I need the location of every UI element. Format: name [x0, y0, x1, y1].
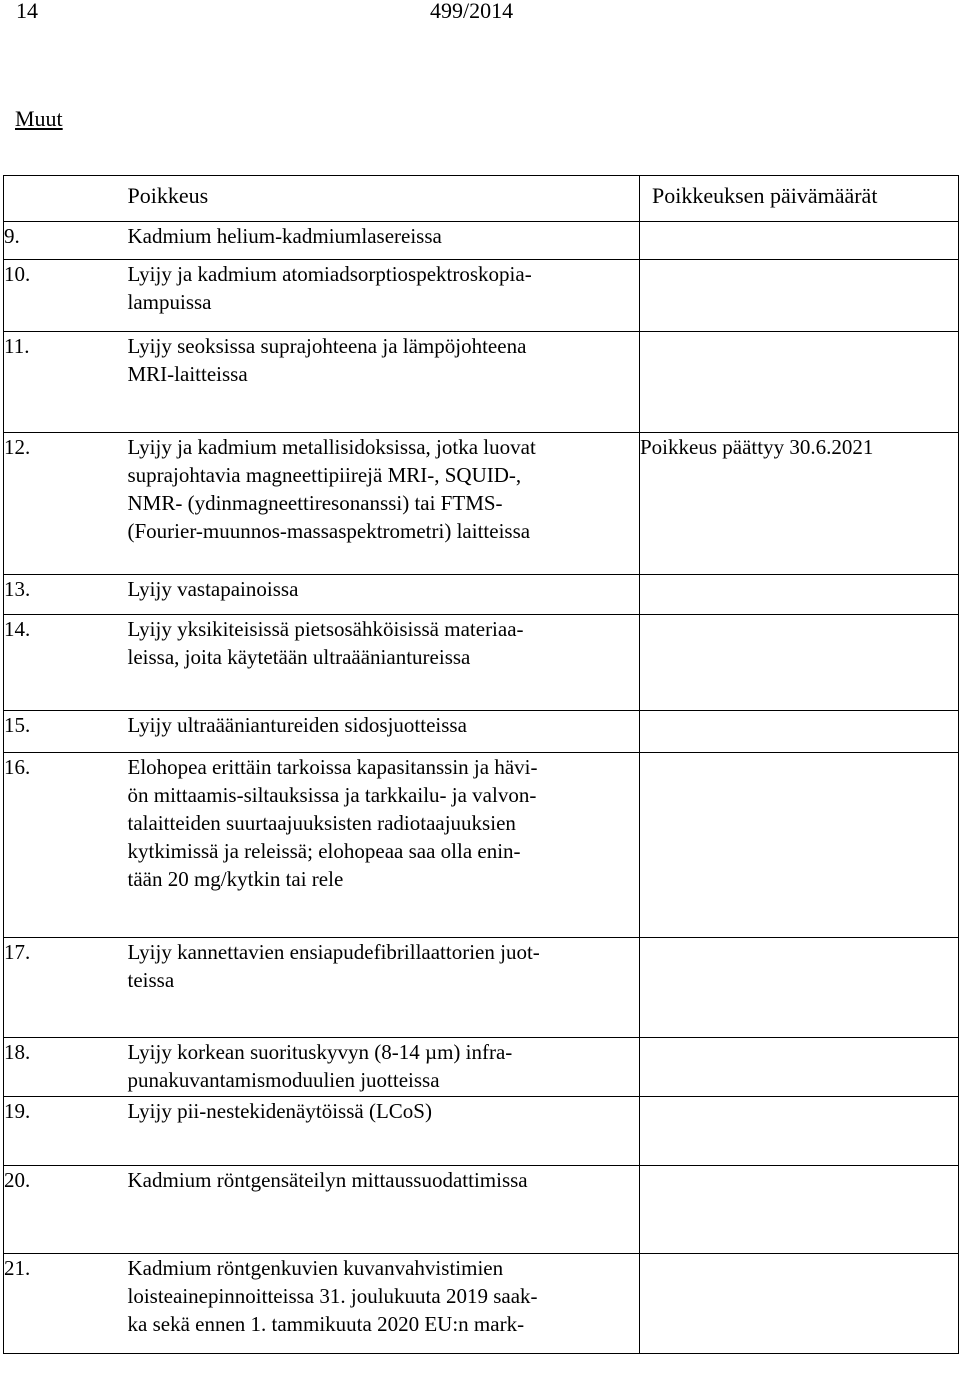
row-line: ka sekä ennen 1. tammikuuta 2020 EU:n mark-: [127, 1312, 525, 1336]
table-row: [4, 222, 959, 260]
row-date: [640, 332, 959, 433]
row-line: Lyijy kannettavien ensiapudefibrillaattorien juot-: [127, 940, 540, 964]
table-row: [4, 332, 959, 433]
row-description: [128, 222, 640, 260]
row-line: Elohopea erittäin tarkoissa kapasitanssin ja hävi-: [127, 755, 538, 779]
header-number-cell: [4, 176, 128, 222]
row-date: [640, 615, 959, 711]
row-description: [128, 332, 640, 433]
table-row: [4, 1254, 959, 1354]
row-number: 17.: [4, 938, 128, 1038]
table-row: [4, 1166, 959, 1254]
row-number: 15.: [4, 711, 128, 753]
row-date: [640, 1166, 959, 1254]
row-date: [640, 575, 959, 615]
row-line: Lyijy vastapainoissa: [127, 577, 299, 601]
row-description: [128, 1097, 640, 1166]
row-description: [128, 938, 640, 1038]
row-date: [640, 711, 959, 753]
row-line: ön mittaamis-siltauksissa ja tarkkailu- ja valvon-: [127, 783, 537, 807]
row-line: punakuvantamismoduulien juotteissa: [127, 1068, 440, 1092]
row-number: 21.: [4, 1254, 128, 1354]
row-line: teissa: [127, 968, 175, 992]
row-description: [128, 260, 640, 332]
row-date: [640, 1254, 959, 1354]
row-description: [128, 1254, 640, 1354]
table-row: [4, 260, 959, 332]
row-line: (Fourier-muunnos-massaspektrometri) laitteissa: [127, 519, 531, 543]
row-line: Kadmium röntgenkuvien kuvanvahvistimien: [127, 1256, 504, 1280]
section-title: Muut: [15, 106, 63, 131]
row-number: 19.: [4, 1097, 128, 1166]
row-number: 18.: [4, 1038, 128, 1097]
row-line: Kadmium röntgensäteilyn mittaussuodattimissa: [127, 1168, 528, 1192]
header-exemption: Poikkeus: [128, 176, 640, 222]
row-date: [640, 260, 959, 332]
row-description: [128, 711, 640, 753]
row-line: lampuissa: [127, 290, 212, 314]
table-row: [4, 1097, 959, 1166]
row-date: [640, 222, 959, 260]
row-number: 10.: [4, 260, 128, 332]
row-line: Lyijy yksikiteisissä pietsosähköisissä materiaa-: [127, 617, 524, 641]
table-row: [4, 433, 959, 575]
row-number: 14.: [4, 615, 128, 711]
row-date: [640, 1038, 959, 1097]
row-line: Lyijy korkean suorituskyvyn (8-14 µm) infra-: [127, 1040, 513, 1064]
header-dates: Poikkeuksen päivämäärät: [640, 176, 959, 222]
row-number: 20.: [4, 1166, 128, 1254]
row-number: 12.: [4, 433, 128, 575]
row-date: [640, 753, 959, 938]
row-description: [128, 433, 640, 575]
row-description: [128, 1038, 640, 1097]
table-row: [4, 753, 959, 938]
row-description: [128, 575, 640, 615]
table-row: [4, 575, 959, 615]
row-line: talaitteiden suurtaajuuksisten radiotaajuuksien: [127, 811, 516, 835]
table-row: [4, 938, 959, 1038]
table-row: [4, 615, 959, 711]
row-number: 16.: [4, 753, 128, 938]
document-number: 499/2014: [430, 0, 514, 23]
row-line: kytkimissä ja releissä; elohopeaa saa olla enin-: [127, 839, 521, 863]
row-line: Lyijy ultraääniantureiden sidosjuotteissa: [127, 713, 467, 737]
row-line: Lyijy ja kadmium atomiadsorptiospektroskopia-: [127, 262, 532, 286]
row-date: [640, 1097, 959, 1166]
row-description: [128, 1166, 640, 1254]
table-row: [4, 1038, 959, 1097]
row-number: 13.: [4, 575, 128, 615]
row-description: [128, 615, 640, 711]
row-line: Lyijy ja kadmium metallisidoksissa, jotka luovat: [127, 435, 536, 459]
table-header-row: [4, 176, 959, 222]
row-number: 9.: [4, 222, 128, 260]
row-line: tään 20 mg/kytkin tai rele: [127, 867, 344, 891]
row-line: leissa, joita käytetään ultraääniantureissa: [127, 645, 471, 669]
row-date: [640, 938, 959, 1038]
row-date: Poikkeus päättyy 30.6.2021: [640, 433, 959, 575]
row-line: MRI-laitteissa: [127, 362, 248, 386]
row-line: NMR- (ydinmagneettiresonanssi) tai FTMS-: [127, 491, 503, 515]
row-line: Lyijy pii-nestekidenäytöissä (LCoS): [127, 1099, 432, 1123]
page-number: 14: [16, 0, 38, 23]
exemptions-table: [3, 175, 959, 1354]
row-line: Lyijy seoksissa suprajohteena ja lämpöjohteena: [127, 334, 527, 358]
row-description: [128, 753, 640, 938]
row-number: 11.: [4, 332, 128, 433]
table-row: [4, 711, 959, 753]
row-line: Kadmium helium-kadmiumlasereissa: [127, 224, 442, 248]
row-line: suprajohtavia magneettipiirejä MRI-, SQUID-,: [127, 463, 522, 487]
row-line: loisteainepinnoitteissa 31. joulukuuta 2019 saak-: [127, 1284, 538, 1308]
